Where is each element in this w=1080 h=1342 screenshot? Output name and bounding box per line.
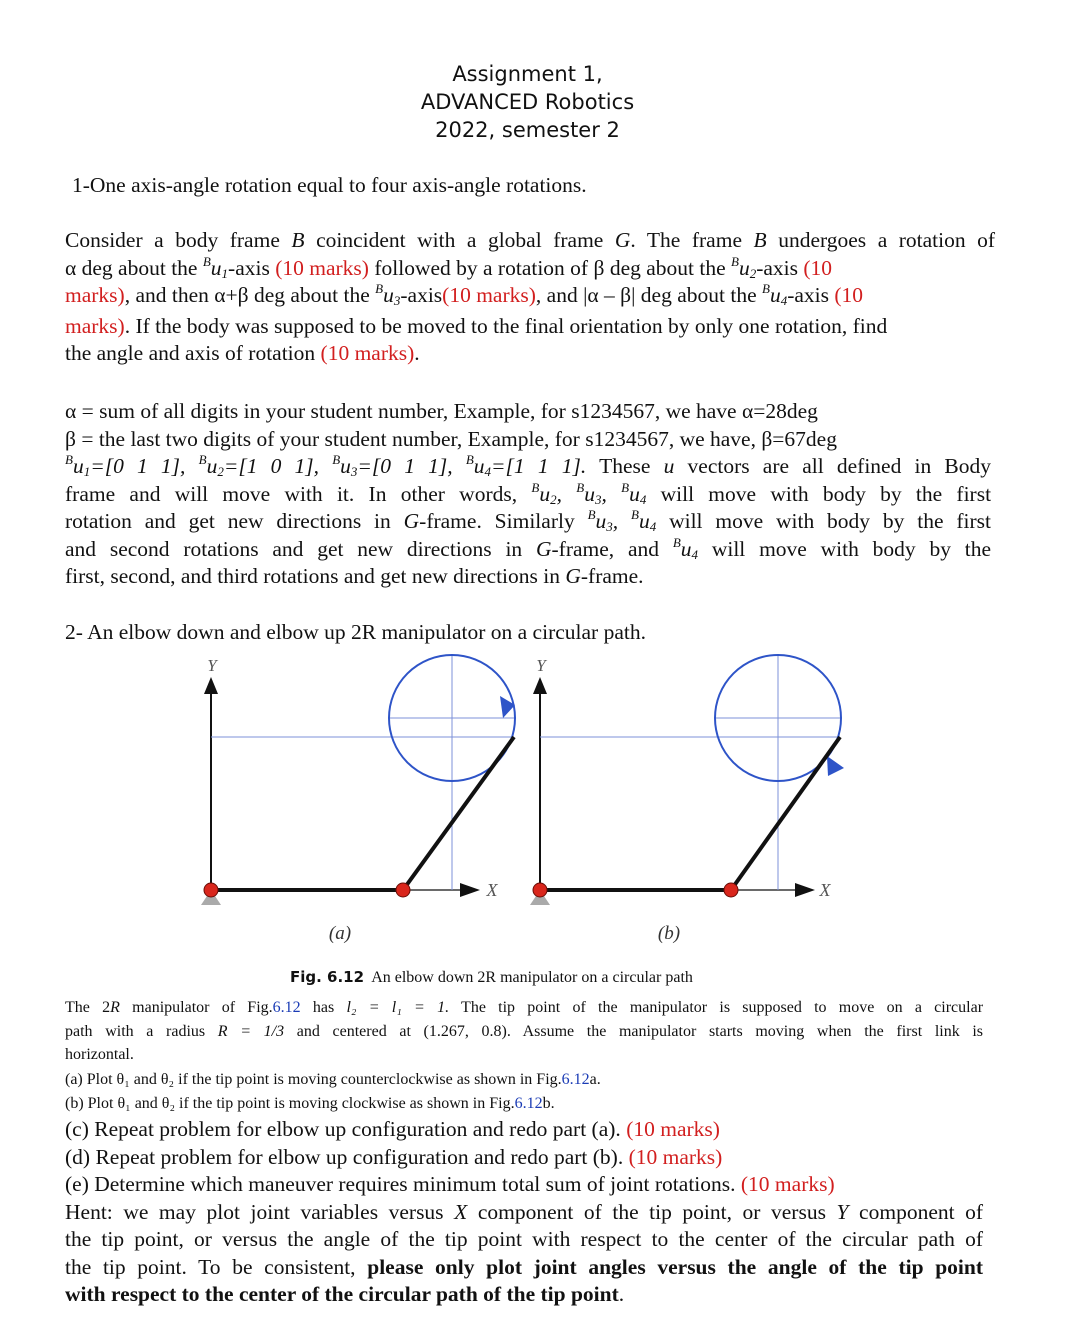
problem-paragraph [65, 996, 983, 1067]
y-axis-label-b: Y [536, 656, 546, 675]
part-e: (e) Determine which maneuver requires minimum total sum of joint rotations. (10 marks) [65, 1172, 835, 1196]
u-vectors-line: $^Bu_1=[0$ 1 1], $^Bu_2=[1$ 0 1], $^Bu_3=[0$ 1 1], $^Bu_4=[1$ 1 1]. These u vectors are all defined in Body [65, 452, 992, 479]
q1-p1-line-4: marks). If the body was supposed to be moved to the final orientation by only one rotation, find [65, 313, 888, 338]
panel-label-b: (b) [657, 923, 681, 944]
q1-paragraph-2 [65, 398, 991, 591]
marks-4b: marks) [65, 313, 125, 338]
q1-p2-line-4: frame and will move with it. In other words, $^Bu_2$, $^Bu_3$, $^Bu_4$ will move with body by the first [65, 479, 992, 507]
assignment-header [0, 60, 1055, 144]
q1-p2-line-5: rotation and get new directions in G-frame. Similarly $^Bu_3$, $^Bu_4$ will move with body by the first [65, 507, 992, 534]
marks-2a: (10 [803, 255, 833, 280]
figure-6-12 [180, 650, 900, 950]
marks-2b: marks) [65, 283, 125, 307]
x-axis-label-b: X [819, 880, 831, 900]
part-c: (c) Repeat problem for elbow up configuration and redo part (a). (10 marks) [65, 1117, 720, 1141]
fig-ref: 6.12 [272, 999, 301, 1016]
marks-4a: (10 [834, 283, 864, 307]
alpha-definition: α = sum of all digits in your student number, Example, for s1234567, we have α=28deg [65, 399, 818, 423]
panel-label-a: (a) [328, 923, 352, 944]
problem-line-1: The 2R manipulator of Fig.6.12 has l₂ = l₁ = 1. The tip point of the manipulator is supposed to move on a circular [65, 999, 984, 1016]
elbow-joint-b [724, 883, 738, 897]
beta-definition: β = the last two digits of your student number, Example, for s1234567, we have, β=67deg [65, 426, 837, 451]
parts-ab [65, 1068, 601, 1115]
y-axis-label-a: Y [207, 656, 217, 675]
q1-p2-line-6: and second rotations and get new directions in G-frame, and $^Bu_4$ will move with body by the [65, 534, 992, 562]
hint-line-3: the tip point. To be consistent, please only plot joint angles versus the angle of the tip point [65, 1254, 984, 1279]
part-b: (b) Plot θ₁ and θ₂ if the tip point is moving clockwise as shown in Fig.6.12b. [65, 1094, 555, 1112]
q1-p2-line-7: first, second, and third rotations and get new directions in G-frame. [65, 564, 644, 588]
parts-cde-and-hint [65, 1116, 983, 1309]
q1-title: 1-One axis-angle rotation equal to four axis-angle rotations. [72, 173, 587, 197]
marks-1: (10 marks) [275, 255, 369, 280]
header-line-2: ADVANCED Robotics [420, 90, 635, 114]
q1-paragraph-1 [65, 227, 995, 368]
problem-line-3: horizontal. [65, 1046, 134, 1063]
caption-text: An elbow down 2R manipulator on a circular path [371, 969, 693, 986]
problem-line-2: path with a radius R = 1/3 and centered at (1.267, 0.8). Assume the manipulator starts moving when the first link is [65, 1022, 984, 1040]
q2-title: 2- An elbow down and elbow up 2R manipulator on a circular path. [65, 620, 646, 644]
panel-a [201, 655, 516, 944]
panel-b [530, 655, 844, 944]
part-a: (a) Plot θ₁ and θ₂ if the tip point is moving counterclockwise as shown in Fig.6.12a. [65, 1071, 601, 1088]
q1-p1-line-3: marks), and then α+β deg about the $^Bu_3-axis(10$ marks), and |α – β| deg about the $^Bu_4$-axis (10 [65, 281, 864, 308]
y-arrowhead-a [204, 677, 218, 694]
base-joint-b [533, 883, 547, 897]
link-2-b [731, 737, 840, 890]
elbow-joint-a [396, 883, 410, 897]
cw-direction-arrow [827, 756, 844, 776]
y-arrowhead-b [533, 677, 547, 694]
q1-p1-line-5: the angle and axis of rotation (10 marks). [65, 341, 420, 365]
x-arrowhead-a [460, 883, 480, 897]
header-line-3: 2022, semester 2 [435, 118, 620, 142]
link-2-a [403, 737, 514, 890]
marks-5: (10 marks) [320, 341, 415, 365]
q1-p1-line-2: α deg about the $^Bu_1$-axis (10 marks) followed by a rotation of β deg about the $^Bu_2$-axis (10 [65, 253, 833, 281]
x-arrowhead-b [795, 883, 815, 897]
base-joint-a [204, 883, 218, 897]
figure-caption [290, 968, 693, 987]
header-line-1: Assignment 1, [452, 62, 603, 86]
hint-line-2: the tip point, or versus the angle of the tip point with respect to the center of the circular path of [65, 1227, 983, 1251]
hint-line-4: with respect to the center of the circular path of the tip point. [65, 1282, 625, 1306]
marks-3: (10 marks) [442, 283, 536, 307]
q1-p1-line-1: Consider a body frame B coincident with a global frame G. The frame B undergoes a rotation of [65, 228, 996, 252]
x-axis-label-a: X [486, 880, 498, 900]
caption-number: Fig. 6.12 [290, 968, 365, 986]
hint-line-1: Hent: we may plot joint variables versus X component of the tip point, or versus Y component of [65, 1199, 984, 1224]
part-d: (d) Repeat problem for elbow up configuration and redo part (b). (10 marks) [65, 1144, 723, 1169]
